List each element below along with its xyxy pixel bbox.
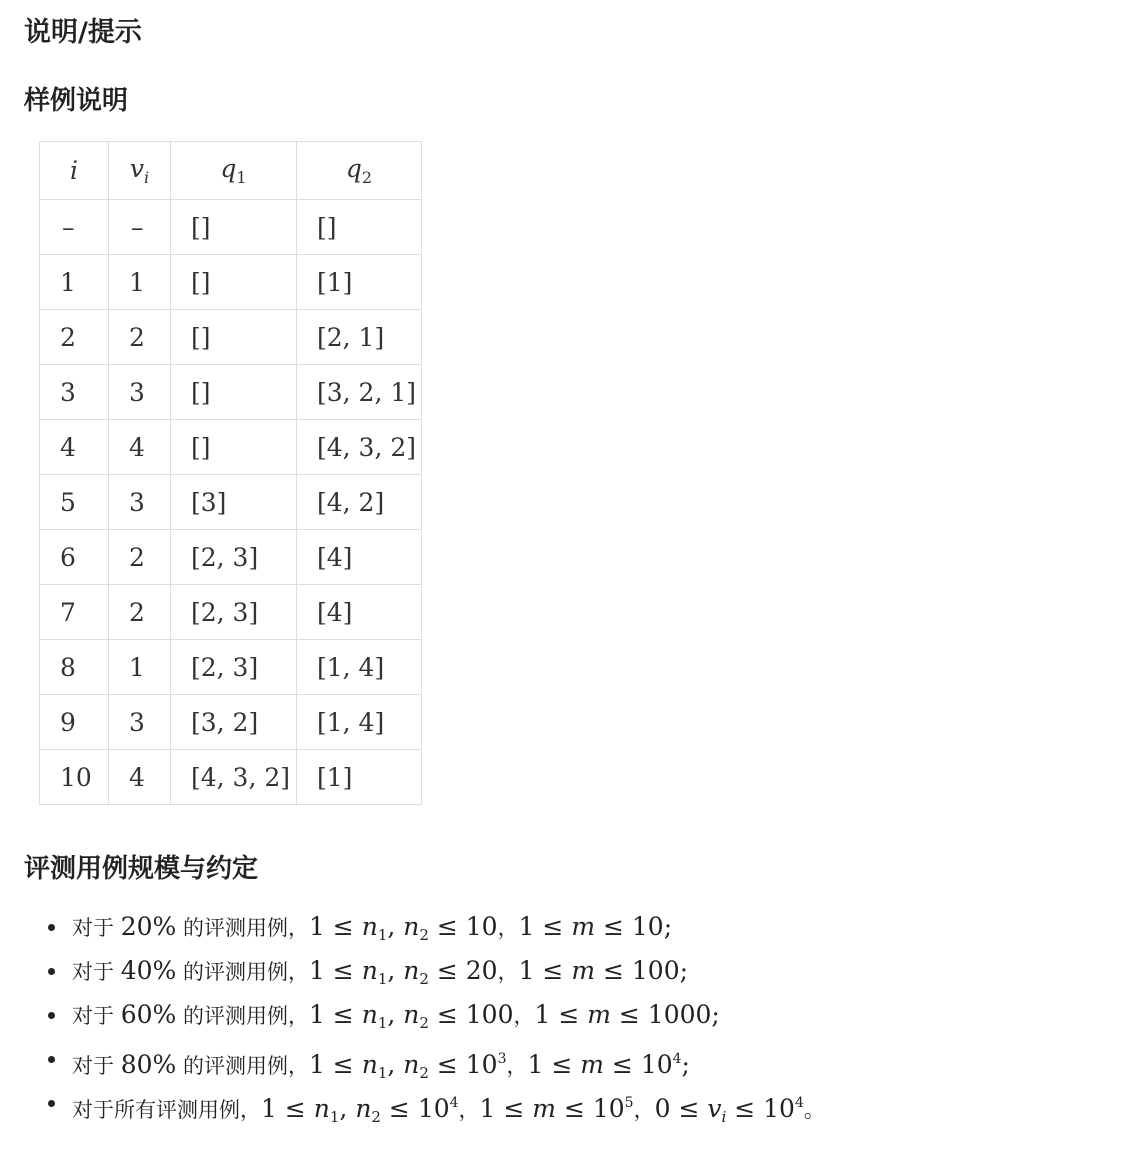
table-row bbox=[40, 365, 422, 420]
table-row bbox=[40, 475, 422, 530]
cell-q2: [1, 4] bbox=[297, 640, 422, 695]
header-q1: $q_1$ bbox=[171, 142, 297, 200]
cell-v: 3 bbox=[109, 695, 171, 750]
table-body bbox=[40, 200, 422, 805]
cell-i: 5 bbox=[40, 475, 109, 530]
cell-q1: [4, 3, 2] bbox=[171, 750, 297, 805]
cell-i: 10 bbox=[40, 750, 109, 805]
cell-q1: [] bbox=[171, 365, 297, 420]
cell-i: 2 bbox=[40, 310, 109, 365]
section-title: 说明/提示 bbox=[24, 17, 142, 48]
cell-v: 2 bbox=[109, 530, 171, 585]
cell-q2: [4, 2] bbox=[297, 475, 422, 530]
sample-heading: 样例说明 bbox=[24, 86, 129, 116]
cell-q2: [4, 3, 2] bbox=[297, 420, 422, 475]
cell-q1: [2, 3] bbox=[171, 585, 297, 640]
cell-q2: [4] bbox=[297, 585, 422, 640]
header-v: $v_i$ bbox=[109, 142, 171, 200]
table-row bbox=[40, 585, 422, 640]
constraint-item: 对于 40% 的评测用例，$1 \le n_1$, $n_2 \le 20$，1 ≤ m ≤ 100; bbox=[72, 949, 825, 993]
cell-i: 4 bbox=[40, 420, 109, 475]
cell-i: 6 bbox=[40, 530, 109, 585]
cell-q1: [] bbox=[171, 255, 297, 310]
cell-q1: [] bbox=[171, 310, 297, 365]
table-row bbox=[40, 200, 422, 255]
cell-q2: [3, 2, 1] bbox=[297, 365, 422, 420]
table-row bbox=[40, 750, 422, 805]
cell-i: 8 bbox=[40, 640, 109, 695]
cell-q2: [1] bbox=[297, 255, 422, 310]
constraint-item: 对于 60% 的评测用例，$1 \le n_1$, $n_2 \le 100$，1 ≤ m ≤ 1000; bbox=[72, 993, 825, 1037]
cell-v: 1 bbox=[109, 255, 171, 310]
cell-i: 7 bbox=[40, 585, 109, 640]
cell-q1: [3, 2] bbox=[171, 695, 297, 750]
table-row bbox=[40, 255, 422, 310]
table-row bbox=[40, 640, 422, 695]
constraint-item: 对于所有评测用例，$1 \le n_1$, $n_2 \le 10^4$，$1 \le m \le 10^5$，$0 \le v_i \le 10^4$。 bbox=[72, 1081, 825, 1125]
table-row bbox=[40, 530, 422, 585]
cell-v: 3 bbox=[109, 365, 171, 420]
constraint-item: 对于 80% 的评测用例，$1 \le n_1$, $n_2 \le 10^3$，$1 \le m \le 10^4$; bbox=[72, 1037, 825, 1081]
sample-table bbox=[39, 141, 422, 805]
cell-q1: [] bbox=[171, 420, 297, 475]
scale-heading: 评测用例规模与约定 bbox=[24, 854, 259, 884]
constraints-list bbox=[0, 905, 825, 1125]
cell-q1: [2, 3] bbox=[171, 530, 297, 585]
cell-q2: [] bbox=[297, 200, 422, 255]
table-row bbox=[40, 420, 422, 475]
cell-v: 2 bbox=[109, 585, 171, 640]
cell-v: 3 bbox=[109, 475, 171, 530]
cell-v: 4 bbox=[109, 750, 171, 805]
cell-i: 3 bbox=[40, 365, 109, 420]
table-header-row bbox=[40, 142, 422, 200]
header-i: i bbox=[40, 142, 109, 200]
cell-i: 1 bbox=[40, 255, 109, 310]
cell-i: 9 bbox=[40, 695, 109, 750]
constraint-item: 对于 20% 的评测用例，$1 \le n_1$, $n_2 \le 10$，1 ≤ m ≤ 10; bbox=[72, 905, 825, 949]
table-row bbox=[40, 310, 422, 365]
cell-q1: [] bbox=[171, 200, 297, 255]
cell-v: 4 bbox=[109, 420, 171, 475]
cell-q1: [3] bbox=[171, 475, 297, 530]
cell-q2: [4] bbox=[297, 530, 422, 585]
cell-q2: [1] bbox=[297, 750, 422, 805]
cell-q2: [1, 4] bbox=[297, 695, 422, 750]
cell-v: – bbox=[109, 200, 171, 255]
cell-v: 1 bbox=[109, 640, 171, 695]
cell-i: – bbox=[40, 200, 109, 255]
cell-q2: [2, 1] bbox=[297, 310, 422, 365]
header-q2: $q_2$ bbox=[297, 142, 422, 200]
cell-q1: [2, 3] bbox=[171, 640, 297, 695]
table-row bbox=[40, 695, 422, 750]
cell-v: 2 bbox=[109, 310, 171, 365]
